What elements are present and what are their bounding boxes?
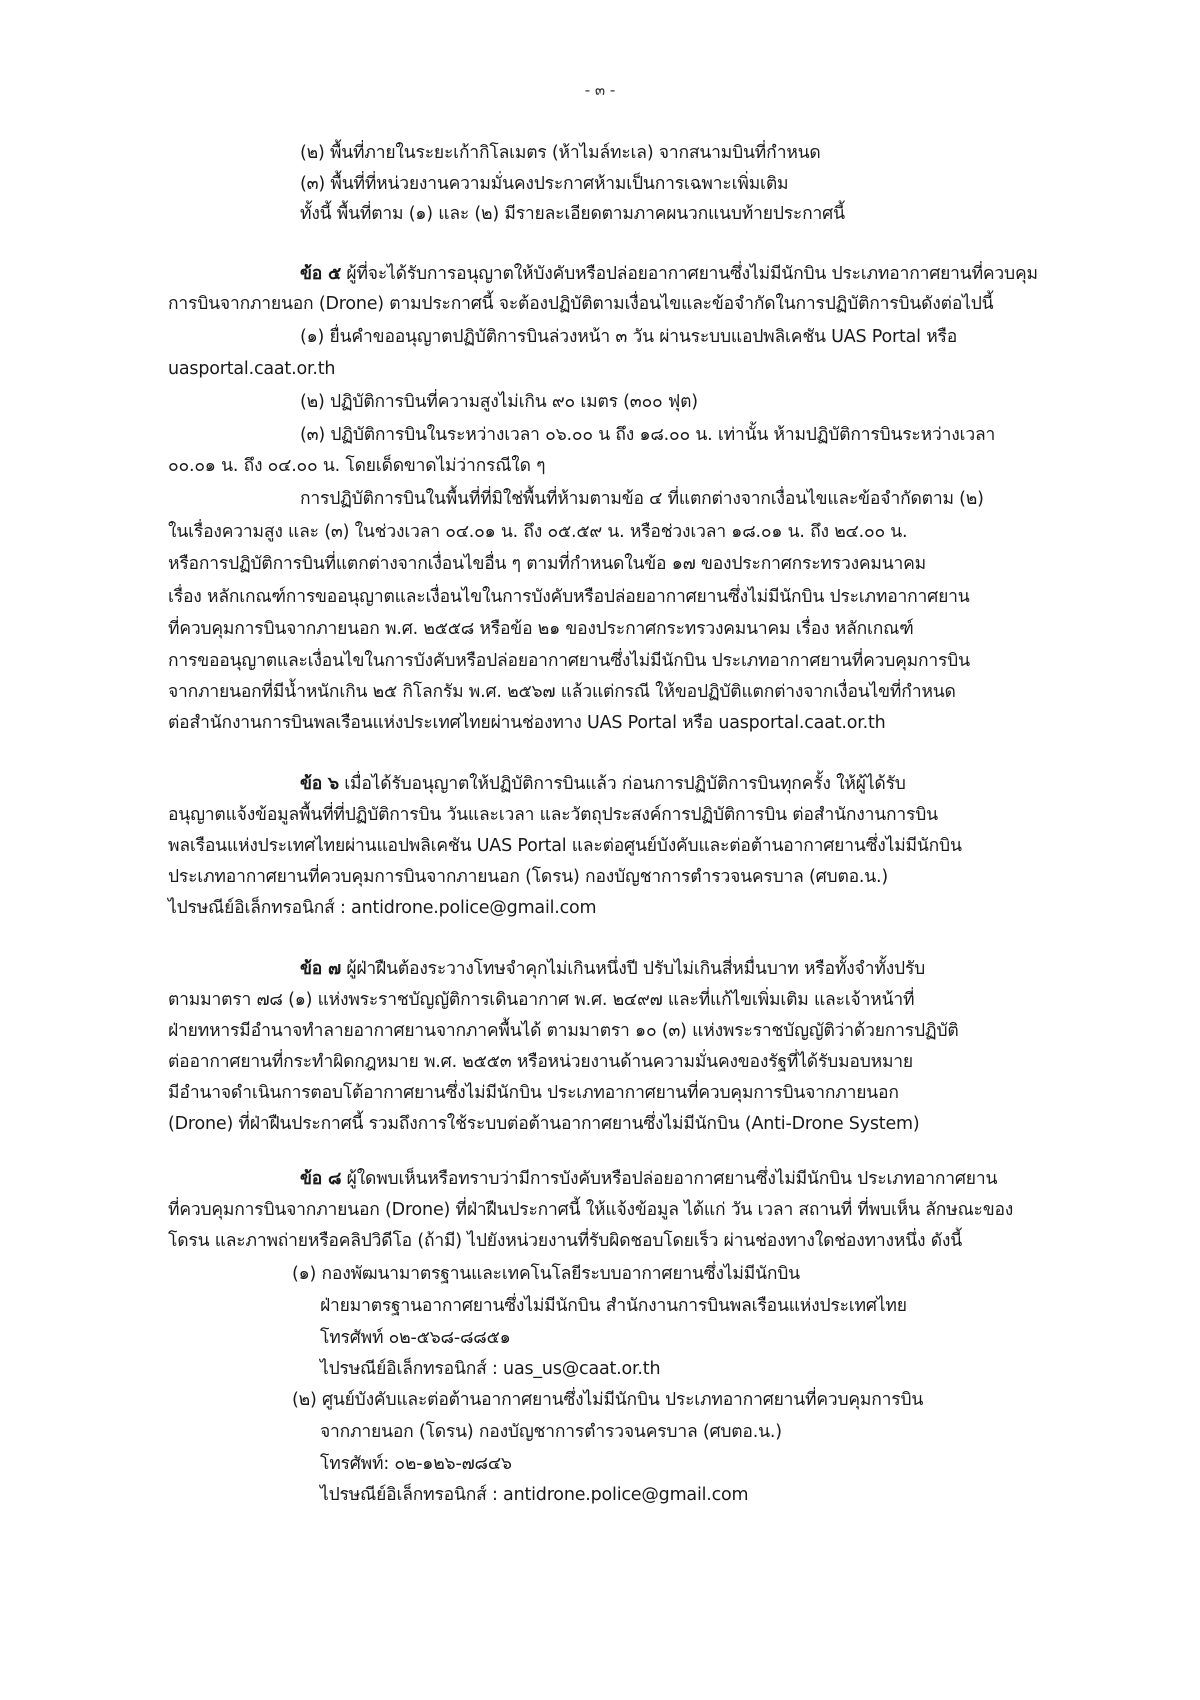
clause-line: ฝ่ายทหารมีอำนาจทำลายอากาศยานจากภาคพื้นได้ ตามมาตรา ๑๐ (๓) แห่งพระราชบัญญัติว่าด้วยการปฏิบัติ [168, 1021, 959, 1041]
clause-line: การปฏิบัติการบินในพื้นที่ที่มิใช่พื้นที่ห้ามตามข้อ ๔ ที่แตกต่างจากเงื่อนไขและข้อจำกัดตาม (๒) [300, 489, 984, 509]
clause-text: ผู้ที่จะได้รับการอนุญาตให้บังคับหรือปล่อยอากาศยานซึ่งไม่มีนักบิน ประเภทอากาศยานที่ควบคุม [346, 264, 1038, 284]
clause-line: ประเภทอากาศยานที่ควบคุมการบินจากภายนอก (โดรน) กองบัญชาการตำรวจนครบาล (ศบตอ.น.) [168, 867, 889, 887]
intro-line: (๒) พื้นที่ภายในระยะเก้ากิโลเมตร (ห้าไมล์ทะเล) จากสนามบินที่กำหนด [300, 143, 821, 163]
clause-line: การบินจากภายนอก (Drone) ตามประกาศนี้ จะต้องปฏิบัติตามเงื่อนไขและข้อจำกัดในการปฏิบัติการบินดังต่อไปนี้ [168, 294, 994, 314]
clause-line: พลเรือนแห่งประเทศไทยผ่านแอปพลิเคชัน UAS Portal และต่อศูนย์บังคับและต่อต้านอากาศยานซึ่งไม่มีนักบิน [168, 836, 962, 856]
clause-line: ในเรื่องความสูง และ (๓) ในช่วงเวลา ๐๔.๐๑ น. ถึง ๐๕.๕๙ น. หรือช่วงเวลา ๑๘.๐๑ น. ถึง ๒๔.๐๐ น. [168, 522, 908, 542]
clause-line: ๐๐.๐๑ น. ถึง ๐๔.๐๐ น. โดยเด็ดขาดไม่ว่ากรณีใด ๆ [168, 456, 546, 476]
clause-line: ต่อสำนักงานการบินพลเรือนแห่งประเทศไทยผ่านช่องทาง UAS Portal หรือ uasportal.caat.or.th [168, 713, 886, 733]
clause-label: ข้อ ๖ [300, 774, 339, 794]
clause-text: เมื่อได้รับอนุญาตให้ปฏิบัติการบินแล้ว ก่อนการปฏิบัติการบินทุกครั้ง ให้ผู้ได้รับ [344, 774, 906, 794]
intro-line: (๓) พื้นที่ที่หน่วยงานความมั่นคงประกาศห้ามเป็นการเฉพาะเพิ่มเติม [300, 174, 789, 194]
clause-line: (๓) ปฏิบัติการบินในระหว่างเวลา ๐๖.๐๐ น ถึง ๑๘.๐๐ น. เท่านั้น ห้ามปฏิบัติการบินระหว่างเวลา [300, 425, 996, 445]
contact-1-email[interactable]: ไปรษณีย์อิเล็กทรอนิกส์ : uas_us@caat.or.th [320, 1359, 661, 1379]
clause-line: การขออนุญาตและเงื่อนไขในการบังคับหรือปล่อยอากาศยานซึ่งไม่มีนักบิน ประเภทอากาศยานที่ควบคุมการบิน [168, 651, 970, 671]
contact-2-email[interactable]: ไปรษณีย์อิเล็กทรอนิกส์ : antidrone.police@gmail.com [320, 1485, 749, 1505]
clause-line: (Drone) ที่ฝ่าฝืนประกาศนี้ รวมถึงการใช้ระบบต่อต้านอากาศยานซึ่งไม่มีนักบิน (Anti-Drone System) [168, 1114, 920, 1134]
intro-line: ทั้งนี้ พื้นที่ตาม (๑) และ (๒) มีรายละเอียดตามภาคผนวกแนบท้ายประกาศนี้ [300, 204, 845, 224]
clause-line: อนุญาตแจ้งข้อมูลพื้นที่ที่ปฏิบัติการบิน วันและเวลา และวัตถุประสงค์การปฏิบัติการบิน ต่อสำนักงานการบิน [168, 805, 938, 825]
portal-link[interactable]: uasportal.caat.or.th [168, 359, 336, 379]
clause-text: ผู้ฝ่าฝืนต้องระวางโทษจำคุกไม่เกินหนึ่งปี ปรับไม่เกินสี่หมื่นบาท หรือทั้งจำทั้งปรับ [346, 959, 926, 979]
clause-line: ต่ออากาศยานที่กระทำผิดกฎหมาย พ.ศ. ๒๕๕๓ หรือหน่วยงานด้านความมั่นคงของรัฐที่ได้รับมอบหมาย [168, 1052, 913, 1072]
clause-line: ไปรษณีย์อิเล็กทรอนิกส์ : antidrone.police@gmail.com [168, 898, 597, 918]
contact-1-title: (๑) กองพัฒนามาตรฐานและเทคโนโลยีระบบอากาศยานซึ่งไม่มีนักบิน [292, 1264, 800, 1284]
clause-line: หรือการปฏิบัติการบินที่แตกต่างจากเงื่อนไขอื่น ๆ ตามที่กำหนดในข้อ ๑๗ ของประกาศกระทรวงคมนาคม [168, 554, 926, 574]
clause-8-heading [300, 1167, 997, 1191]
clause-line: โดรน และภาพถ่ายหรือคลิปวิดีโอ (ถ้ามี) ไปยังหน่วยงานที่รับผิดชอบโดยเร็ว ผ่านช่องทางใดช่องทางหนึ่ง ดังนี้ [168, 1231, 962, 1251]
clause-line: (๒) ปฏิบัติการบินที่ความสูงไม่เกิน ๙๐ เมตร (๓๐๐ ฟุต) [300, 392, 698, 412]
clause-label: ข้อ ๗ [300, 959, 341, 979]
clause-7-heading [300, 957, 925, 981]
contact-2-org: จากภายนอก (โดรน) กองบัญชาการตำรวจนครบาล (ศบตอ.น.) [320, 1422, 782, 1442]
clause-line: เรื่อง หลักเกณฑ์การขออนุญาตและเงื่อนไขในการบังคับหรือปล่อยอากาศยานซึ่งไม่มีนักบิน ประเภทอากาศยาน [168, 587, 970, 607]
clause-line: ที่ควบคุมการบินจากภายนอก พ.ศ. ๒๕๕๘ หรือข้อ ๒๑ ของประกาศกระทรวงคมนาคม เรื่อง หลักเกณฑ์ [168, 619, 914, 639]
clause-line: (๑) ยื่นคำขออนุญาตปฏิบัติการบินล่วงหน้า ๓ วัน ผ่านระบบแอปพลิเคชัน UAS Portal หรือ [300, 327, 958, 347]
page-number: - ๓ - [584, 81, 616, 99]
clause-line: จากภายนอกที่มีน้ำหนักเกิน ๒๕ กิโลกรัม พ.ศ. ๒๕๖๗ แล้วแต่กรณี ให้ขอปฏิบัติแตกต่างจากเงื่อนไขที่กำหนด [168, 682, 956, 702]
contact-1-phone: โทรศัพท์ ๐๒-๕๖๘-๘๘๕๑ [320, 1328, 511, 1348]
contact-1-org: ฝ่ายมาตรฐานอากาศยานซึ่งไม่มีนักบิน สำนักงานการบินพลเรือนแห่งประเทศไทย [320, 1296, 907, 1316]
clause-text: ผู้ใดพบเห็นหรือทราบว่ามีการบังคับหรือปล่อยอากาศยานซึ่งไม่มีนักบิน ประเภทอากาศยาน [346, 1169, 998, 1189]
clause-line: ตามมาตรา ๗๘ (๑) แห่งพระราชบัญญัติการเดินอากาศ พ.ศ. ๒๔๙๗ และที่แก้ไขเพิ่มเติม และเจ้าหน้าที่ [168, 990, 915, 1010]
clause-line: มีอำนาจดำเนินการตอบโต้อากาศยานซึ่งไม่มีนักบิน ประเภทอากาศยานที่ควบคุมการบินจากภายนอก [168, 1083, 899, 1103]
contact-2-phone: โทรศัพท์: ๐๒-๑๒๖-๗๘๔๖ [320, 1454, 512, 1474]
clause-line: ที่ควบคุมการบินจากภายนอก (Drone) ที่ฝ่าฝืนประกาศนี้ ให้แจ้งข้อมูล ได้แก่ วัน เวลา สถานที่ ที่พบเห็น ลักษณะของ [168, 1200, 1014, 1220]
clause-5-heading [300, 262, 1038, 286]
clause-label: ข้อ ๕ [300, 264, 342, 284]
contact-2-title: (๒) ศูนย์บังคับและต่อต้านอากาศยานซึ่งไม่มีนักบิน ประเภทอากาศยานที่ควบคุมการบิน [292, 1390, 924, 1410]
clause-label: ข้อ ๘ [300, 1169, 342, 1189]
clause-6-heading [300, 772, 906, 796]
